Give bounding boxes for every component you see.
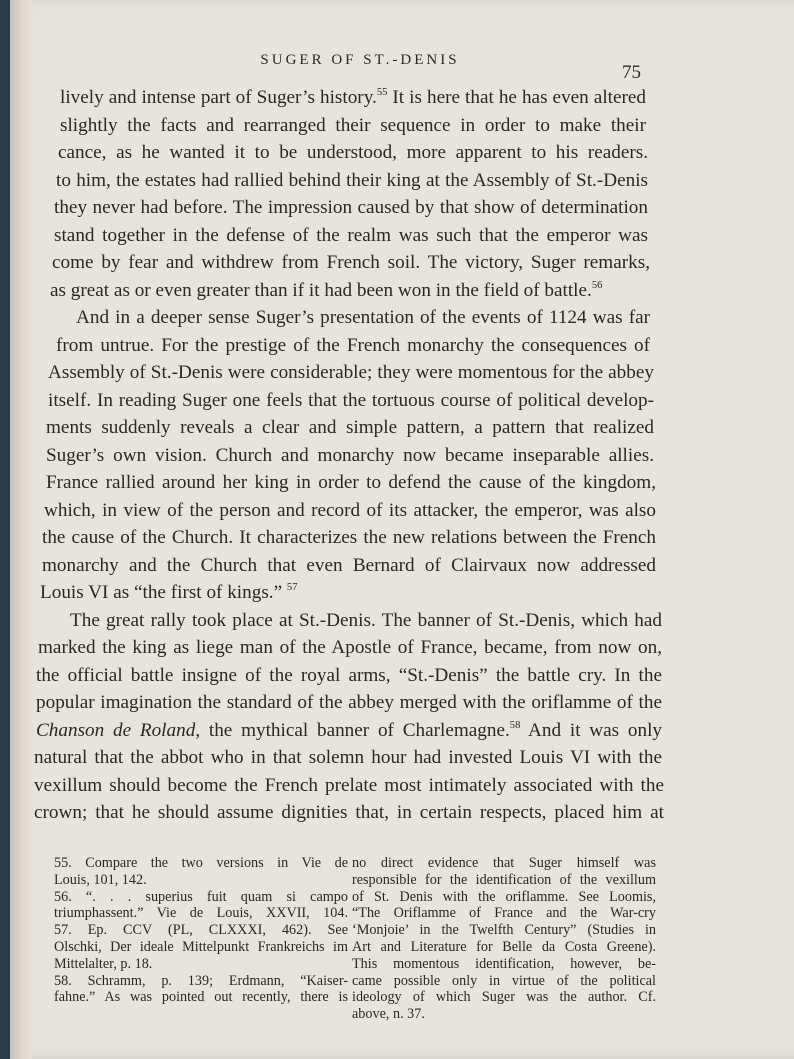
- line-text: stand together in the defense of the realm was such that the emperor was: [54, 224, 648, 246]
- line-text: come by fear and withdrew from French soil. The victory, Suger remarks,: [52, 252, 650, 273]
- line-text: itself. In reading Suger one feels that the tortuous course of political develop-: [48, 389, 654, 411]
- line-text: which, in view of the person and record of its attacker, the emperor, was also: [44, 499, 656, 521]
- text-line: [54, 194, 648, 222]
- line-text: popular imagination the standard of the abbey merged with the oriflamme of the: [36, 692, 662, 713]
- text-line: [50, 277, 610, 305]
- footnotes-right-column: [352, 855, 656, 1023]
- footnote-reference: 58: [509, 719, 521, 731]
- text-line: [44, 497, 656, 525]
- line-text: vexillum should become the French prelate most intimately associated with the: [34, 774, 664, 796]
- text-line: [46, 442, 654, 470]
- line-text: ments suddenly reveals a clear and simple pattern, a pattern that realized: [46, 417, 654, 438]
- text-line: [58, 139, 648, 167]
- text-line: [34, 799, 664, 827]
- footnote-line: came possible only in virtue of the political: [352, 972, 656, 989]
- text-line: [42, 552, 656, 580]
- text-line: [60, 84, 646, 112]
- footnote-line: 58. Schramm, p. 139; Erdmann, “Kaiser-: [54, 972, 348, 989]
- line-text: the official battle insigne of the royal arms, “St.-Denis” the battle cry. In the: [36, 664, 662, 686]
- text-line: [56, 167, 648, 195]
- footnote-line: 57. Ep. CCV (PL, CLXXXI, 462). See: [54, 922, 348, 939]
- line-text: Suger’s own vision. Church and monarchy now became inseparable allies.: [46, 444, 654, 466]
- text-line: [70, 607, 662, 635]
- text-line: [34, 772, 664, 800]
- footnote-line: above, n. 37.: [352, 1006, 425, 1023]
- footnote-line: Olschki, Der ideale Mittelpunkt Frankreichs im: [54, 938, 348, 955]
- line-text: they never had before. The impression caused by that show of determination: [54, 197, 648, 218]
- text-line: [36, 717, 662, 745]
- text-line: [56, 332, 650, 360]
- line-text: Chanson de Roland: [36, 719, 196, 741]
- footnote-reference: 57: [286, 582, 298, 594]
- text-line: [48, 387, 654, 415]
- line-text: It is here that he has even altered: [387, 87, 646, 108]
- footnote-line: This momentous identification, however, be-: [352, 955, 656, 972]
- footnote-line: no direct evidence that Suger himself was: [352, 855, 656, 871]
- line-text: France rallied around her king in order to defend the cause of the kingdom,: [46, 472, 656, 493]
- line-text: crown; that he should assume dignities that, in certain respects, placed him at: [34, 802, 664, 823]
- text-line: [42, 524, 656, 552]
- line-text: as great as or even greater than if it had been won in the field of battle.: [50, 279, 592, 301]
- line-text: lively and intense part of Suger’s history.: [60, 87, 377, 108]
- line-text: cance, as he wanted it to be understood, more apparent to his readers.: [58, 142, 648, 163]
- line-text: slightly the facts and rearranged their sequence in order to make their: [60, 114, 646, 136]
- text-line: [36, 689, 662, 717]
- line-text: from untrue. For the prestige of the French monarchy the consequences of: [56, 334, 650, 356]
- text-line: [40, 579, 340, 607]
- page-number: 75: [622, 62, 641, 83]
- footnote-line: 56. “. . . superius fuit quam si campo: [54, 888, 348, 905]
- footnote-line: responsible for the identification of the vexillum: [352, 871, 656, 888]
- page-gutter: [10, 0, 32, 1059]
- text-line: [38, 634, 662, 662]
- footnote-line: 55. Compare the two versions in Vie de: [54, 855, 348, 871]
- running-head: SUGER OF ST.-DENIS: [260, 52, 460, 68]
- line-text: , the mythical banner of Charlemagne.: [195, 719, 510, 741]
- footnote-reference: 56: [591, 279, 603, 291]
- footnote-line: fahne.” As was pointed out recently, there is: [54, 989, 348, 1006]
- line-text: Louis VI as “the first of kings.”: [40, 582, 287, 603]
- text-line: [60, 112, 646, 140]
- text-line: [36, 662, 662, 690]
- background-edge: [0, 0, 10, 1059]
- line-text: And it was only: [520, 719, 662, 741]
- text-line: [76, 304, 650, 332]
- footnote-line: triumphassent.” Vie de Louis, XXVII, 104.: [54, 905, 348, 922]
- footnote-line: ‘Monjoie’ in the Twelfth Century” (Studies in: [352, 922, 656, 939]
- book-page: [10, 0, 794, 1059]
- line-text: The great rally took place at St.-Denis. The banner of St.-Denis, which had: [70, 609, 662, 631]
- line-text: And in a deeper sense Suger’s presentation of the events of 1124 was far: [76, 307, 650, 328]
- line-text: marked the king as liege man of the Apostle of France, became, from now on,: [38, 637, 662, 658]
- footnote-line: of St. Denis with the oriflamme. See Loomis,: [352, 888, 656, 905]
- line-text: monarchy and the Church that even Bernard of Clairvaux now addressed: [42, 554, 656, 576]
- text-line: [48, 359, 654, 387]
- line-text: natural that the abbot who in that solemn hour had invested Louis VI with the: [34, 747, 662, 768]
- footnote-reference: 55: [376, 87, 388, 99]
- footnote-line: ideology of which Suger was the author. Cf.: [352, 989, 656, 1006]
- footnote-line: “The Oriflamme of France and the War-cry: [352, 905, 656, 922]
- text-line: [46, 469, 656, 497]
- footnote-line: Louis, 101, 142.: [54, 871, 147, 888]
- footnote-line: Art and Literature for Belle da Costa Greene).: [352, 938, 656, 955]
- text-line: [34, 744, 662, 772]
- line-text: to him, the estates had rallied behind their king at the Assembly of St.-Denis: [56, 169, 648, 191]
- line-text: Assembly of St.-Denis were considerable; they were momentous for the abbey: [48, 362, 654, 383]
- footnote-line: Mittelalter, p. 18.: [54, 955, 153, 972]
- line-text: the cause of the Church. It characterizes the new relations between the French: [42, 527, 656, 548]
- text-line: [54, 222, 648, 250]
- text-line: [52, 249, 650, 277]
- footnotes-left-column: [54, 855, 348, 1006]
- text-line: [46, 414, 654, 442]
